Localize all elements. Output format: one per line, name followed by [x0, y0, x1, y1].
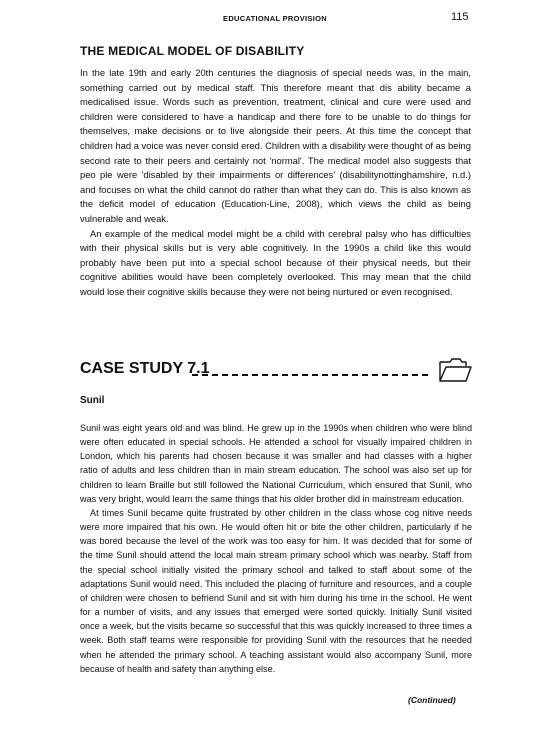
- page-number: 115: [451, 11, 469, 23]
- section-paragraph-1: In the late 19th and early 20th centuries the diagnosis of special needs was, in the main, something carried out by medical staff. This therefore meant that dis ability became a medicalised issue. Words such as prevention, treatment, clinical and cure were used and children were considered to have a handicap and there fore to be unable to do things for themselves, make decisions or to live alongside their peers. At this time the concept that children had a voice was never consid ered. Children with a disability were thought of as being second rate to their peers and certainly not 'normal'. The medical model also suggests that peo ple were 'disabled by their impairments or differences' (disabilitynottinghamshire, n.d.) and focuses on what the child cannot do rather than what they can do. This is also known as the deficit model of education (Education-Line, 2008), which views the child as being vulnerable and weak.: [80, 67, 471, 224]
- section-paragraph-2: An example of the medical model might be a child with cerebral palsy who has difficulties with their physical skills but is very able cognitively. In the 1990s a child like this would probably have been put into a special school because of their physical needs, but their cognitive abilities would have been completely overlooked. This may mean that the child would lose their cognitive skills because they were not being nurtured or even recognised.: [80, 227, 471, 297]
- section-heading: THE MEDICAL MODEL OF DISABILITY: [80, 44, 305, 58]
- section-body: [80, 66, 471, 300]
- case-paragraph-2: At times Sunil became quite frustrated by other children in the class whose cog nitive needs were more impaired that his own. He would often hit or bite the other children, particularly if he was bored because the level of the work was too easy for him. It was decided that for some of the time Sunil should attend the local main stream primary school which was nearby. Staff from the special school initially visited the primary school and talked to staff about some of the adaptations Sunil would need. This included the placing of furniture and resources, and a couple of children were chosen to befriend Sunil and sit with him during his time in the school. He went for a number of visits, and any issues that emerged were sorted quickly. Initially Sunil visited once a week, but the visits became so successful that this was quickly increased to three times a week. Both staff teams were responsible for providing Sunil with the resources that he needed when he attended the primary school. A teaching assistant would also accompany Sunil, more because of health and safety than anything else.: [80, 507, 472, 674]
- continued-note: (Continued): [408, 695, 456, 705]
- case-paragraph-1: Sunil was eight years old and was blind. He grew up in the 1990s when children who were blind were often educated in special schools. He attended a school for visually impaired children in London, which his parents had chosen because it was smaller and had classes with a higher ratio of adults and less children than in main stream education. The school was also set up for children to learn Braille but still followed the National Curriculum, which ensured that Sunil, who was very bright, would learn the same things that his older brother did in mainstream education.: [80, 423, 472, 504]
- case-study-header: [80, 357, 472, 387]
- folder-icon: [438, 357, 472, 383]
- case-study-body: [80, 421, 472, 676]
- running-title: EDUCATIONAL PROVISION: [223, 14, 327, 23]
- case-study-label: CASE STUDY 7.1: [80, 360, 210, 377]
- case-study-name: Sunil: [80, 395, 105, 406]
- case-study-dashed-rule: [192, 374, 428, 376]
